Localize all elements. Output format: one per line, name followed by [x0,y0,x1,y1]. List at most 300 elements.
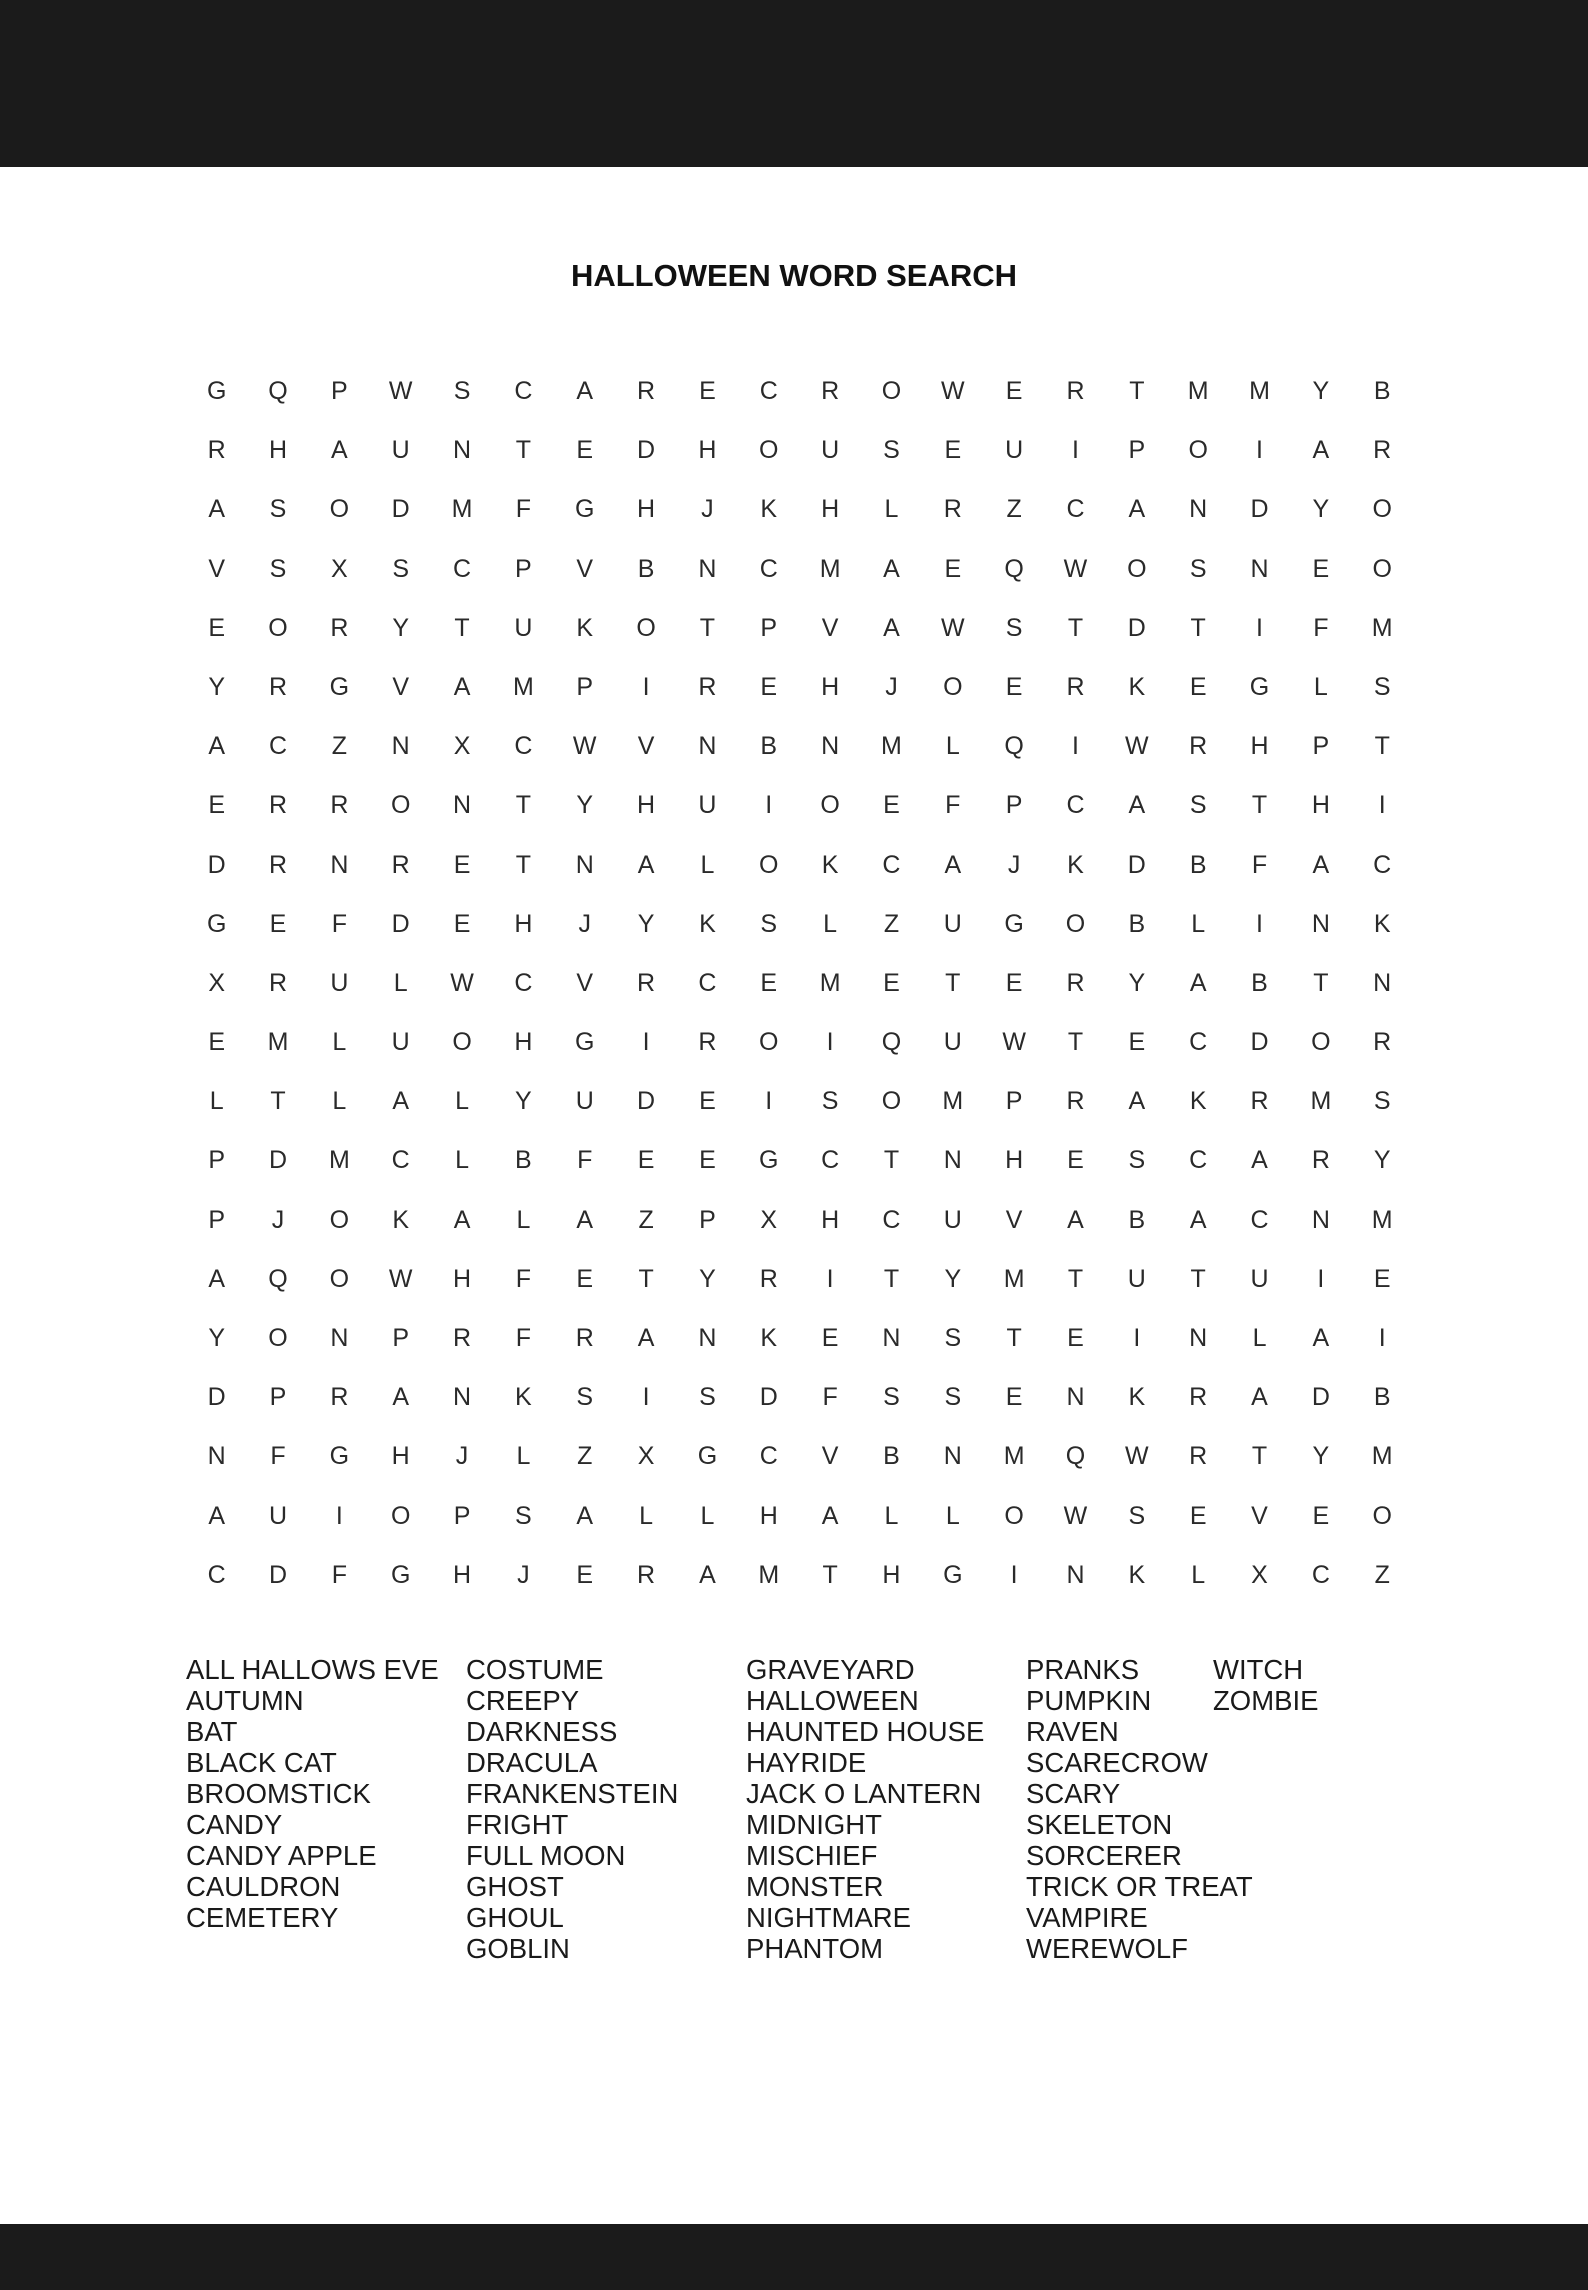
grid-letter: N [698,1324,717,1352]
grid-letter: O [759,850,779,879]
grid-letter: L [455,1146,469,1175]
grid-letter: J [517,1560,530,1589]
word-list-item: GHOUL [466,1902,564,1933]
grid-letter: R [1373,1028,1392,1057]
grid-letter: I [642,1028,650,1057]
word-list-item: GHOST [466,1871,564,1902]
grid-letter: K [699,909,716,938]
grid-letter: N [1373,968,1392,997]
grid-letter: R [1066,377,1085,405]
grid-letter: L [884,495,899,524]
grid-letter: I [1378,791,1386,820]
grid-letter: S [1128,1501,1146,1530]
grid-letter: F [515,1264,532,1293]
grid-letter: O [881,377,902,405]
word-list-item: BLACK CAT [186,1747,337,1778]
grid-letter: H [882,1560,901,1589]
grid-letter: V [576,968,594,997]
grid-letter: C [821,1146,840,1175]
grid-letter: M [819,968,841,997]
grid-letter: K [515,1383,532,1412]
grid-letter: T [1251,791,1268,820]
grid-letter: E [699,1146,716,1175]
grid-letter: E [1312,554,1330,583]
grid-letter: C [391,1146,410,1175]
grid-letter: A [208,1501,226,1530]
grid-letter: B [1373,1383,1391,1412]
grid-row [186,1131,1433,1190]
grid-letter: F [515,495,532,524]
word-list-item: FRIGHT [466,1809,569,1840]
grid-letter: G [575,1028,595,1057]
grid-letter: Y [1128,968,1146,997]
grid-letter: W [940,377,965,405]
grid-letter: P [576,672,594,701]
grid-letter: A [331,436,348,465]
grid-letter: J [885,672,898,701]
grid-letter: S [821,1087,839,1116]
grid-letter: T [515,850,532,879]
grid-letter: M [1310,1087,1332,1116]
grid-letter: B [515,1146,532,1175]
grid-letter: P [392,1324,410,1352]
grid-letter: S [699,1383,716,1412]
grid-letter: L [700,1501,715,1530]
grid-letter: C [1066,495,1085,524]
grid-letter: E [208,613,226,642]
grid-letter: H [1250,732,1269,761]
grid-row [186,1013,1433,1072]
grid-letter: O [268,1324,288,1352]
grid-letter: V [1005,1205,1023,1234]
grid-letter: A [1312,1324,1330,1352]
grid-letter: A [1128,1087,1146,1116]
grid-letter: H [698,436,717,465]
word-list-item: CREEPY [466,1685,580,1716]
grid-letter: G [1004,909,1024,938]
grid-letter: R [759,1264,778,1293]
grid-letter: F [515,1324,532,1352]
grid-letter: N [1066,1560,1085,1589]
word-list-item: CANDY APPLE [186,1840,377,1871]
grid-letter: R [1066,968,1085,997]
grid-letter: U [391,436,410,465]
grid-letter: A [944,850,962,879]
grid-letter: O [329,1264,350,1293]
grid-letter: E [1312,1501,1330,1530]
word-list-item: SCARY [1026,1778,1121,1809]
grid-letter: S [269,554,287,583]
grid-letter: C [759,1442,778,1471]
grid-letter: R [207,436,226,465]
grid-letter: A [883,613,900,642]
grid-letter: N [1189,495,1208,524]
grid-letter: A [1251,1146,1268,1175]
grid-letter: M [758,1560,780,1589]
grid-letter: T [515,436,532,465]
word-list-item: GRAVEYARD [746,1654,915,1685]
grid-letter: A [576,1205,594,1234]
grid-letter: L [639,1501,654,1530]
grid-letter: F [331,909,347,938]
grid-letter: O [1372,1501,1392,1530]
grid-letter: Z [331,732,347,761]
grid-letter: C [759,377,778,405]
grid-letter: I [1317,1264,1325,1293]
grid-letter: K [760,495,778,524]
grid-letter: Y [1312,495,1330,524]
word-list-item: GOBLIN [466,1933,570,1964]
grid-row [186,658,1433,717]
grid-letter: T [454,613,470,642]
grid-letter: W [1125,1442,1149,1471]
grid-letter: C [882,1205,901,1234]
grid-letter: K [1189,1087,1207,1116]
grid-letter: R [330,1383,349,1412]
grid-row [186,362,1433,421]
grid-letter: S [944,1383,962,1412]
grid-letter: L [1313,672,1328,701]
bottom-bar [0,2224,1588,2290]
grid-letter: E [883,791,900,820]
grid-letter: J [1007,850,1021,879]
grid-letter: S [515,1501,532,1530]
grid-letter: N [207,1442,226,1471]
grid-letter: C [1189,1028,1208,1057]
grid-letter: R [943,495,962,524]
grid-letter: P [760,613,778,642]
grid-letter: T [1067,1264,1084,1293]
grid-letter: I [1378,1324,1386,1352]
grid-letter: J [455,1442,469,1471]
grid-letter: L [393,968,408,997]
grid-letter: T [699,613,716,642]
grid-letter: C [453,554,472,583]
grid-letter: O [390,1501,411,1530]
grid-letter: R [1250,1087,1269,1116]
grid-letter: O [1372,554,1392,583]
grid-letter: N [821,732,840,761]
grid-row [186,895,1433,954]
grid-letter: U [821,436,840,465]
grid-letter: F [577,1146,593,1175]
grid-letter: A [637,1324,655,1352]
grid-letter: O [1127,554,1147,583]
grid-letter: K [392,1205,410,1234]
grid-letter: X [637,1442,655,1471]
grid-letter: P [269,1383,287,1412]
grid-letter: K [821,850,839,879]
grid-row [186,1191,1433,1250]
grid-letter: T [1190,613,1206,642]
grid-letter: Z [1006,495,1022,524]
grid-letter: N [1311,1205,1330,1234]
grid-letter: C [207,1560,226,1589]
grid-letter: W [450,968,474,997]
grid-letter: H [821,672,840,701]
word-list-item: RAVEN [1026,1716,1119,1747]
grid-row [186,540,1433,599]
grid-letter: N [943,1442,962,1471]
grid-letter: V [576,554,594,583]
grid-letter: Y [576,791,594,820]
grid-letter: W [572,732,597,761]
grid-letter: Y [515,1087,532,1116]
grid-letter: E [699,1087,716,1116]
word-list-item: NIGHTMARE [746,1902,911,1933]
grid-letter: J [271,1205,285,1234]
grid-letter: F [822,1383,838,1412]
grid-letter: E [1373,1264,1391,1293]
grid-letter: A [576,1501,594,1530]
grid-letter: E [760,672,778,701]
grid-letter: U [268,1501,288,1530]
grid-letter: N [698,732,717,761]
grid-letter: E [637,1146,655,1175]
grid-letter: R [330,613,349,642]
grid-letter: D [1311,1383,1330,1412]
grid-letter: L [1252,1324,1267,1352]
grid-letter: L [945,732,960,761]
grid-letter: M [328,1146,350,1175]
grid-letter: R [391,850,410,879]
grid-letter: D [759,1383,778,1412]
word-list-item: DRACULA [466,1747,598,1778]
grid-letter: L [700,850,715,879]
grid-letter: K [760,1324,778,1352]
grid-letter: G [759,1146,779,1175]
grid-letter: R [698,1028,717,1057]
grid-letter: C [514,732,533,761]
grid-row [186,776,1433,835]
grid-letter: O [329,495,350,524]
grid-letter: L [516,1442,531,1471]
grid-letter: T [1313,968,1329,997]
grid-letter: T [1006,1324,1022,1352]
grid-letter: Y [944,1264,962,1293]
grid-letter: P [1312,732,1330,761]
grid-letter: Q [1065,1442,1086,1471]
grid-letter: Y [1312,377,1330,405]
grid-letter: C [514,377,533,405]
grid-letter: M [267,1028,289,1057]
grid-letter: C [1311,1560,1330,1589]
grid-letter: U [943,909,962,938]
grid-letter: Q [268,377,288,405]
grid-letter: S [1128,1146,1146,1175]
word-list-item: CEMETERY [186,1902,339,1933]
grid-letter: Y [208,672,226,701]
grid-letter: R [268,850,288,879]
grid-letter: H [637,791,656,820]
grid-letter: E [1005,377,1023,405]
grid-letter: E [269,909,287,938]
grid-row [186,421,1433,480]
grid-letter: O [390,791,411,820]
word-list-item: BROOMSTICK [186,1778,371,1809]
grid-letter: D [207,850,226,879]
grid-letter: P [1005,1087,1023,1116]
grid-letter: R [330,791,349,820]
grid-letter: G [575,495,595,524]
grid-letter: E [1067,1324,1084,1352]
grid-letter: E [453,850,471,879]
grid-letter: P [515,554,532,583]
grid-letter: U [1250,1264,1269,1293]
grid-letter: W [388,377,413,405]
grid-letter: A [1312,850,1330,879]
grid-letter: U [943,1205,962,1234]
grid-letter: G [390,1560,411,1589]
grid-letter: U [391,1028,410,1057]
grid-letter: S [576,1383,594,1412]
grid-letter: T [1190,1264,1206,1293]
grid-letter: S [1005,613,1023,642]
grid-letter: W [1063,554,1088,583]
grid-row [186,1309,1433,1368]
grid-letter: R [268,672,288,701]
word-list-item: WITCH [1213,1654,1304,1685]
grid-letter: R [1311,1146,1330,1175]
grid-letter: D [1127,613,1146,642]
word-list-item: HALLOWEEN [746,1685,919,1716]
word-list-item: MIDNIGHT [746,1809,882,1840]
word-list-item: ALL HALLOWS EVE [186,1654,439,1685]
grid-letter: F [1313,613,1329,642]
grid-letter: C [1373,850,1392,879]
word-list-column-3 [746,1654,984,1964]
grid-letter: R [453,1324,472,1352]
grid-letter: T [822,1560,838,1589]
grid-letter: S [392,554,410,583]
grid-letter: S [1189,554,1207,583]
grid-letter: D [391,909,410,938]
grid-row [186,599,1433,658]
grid-letter: E [576,436,594,465]
grid-letter: D [268,1146,288,1175]
grid-letter: N [1250,554,1269,583]
grid-letter: N [453,1383,472,1412]
grid-letter: D [268,1560,288,1589]
grid-letter: R [1189,732,1208,761]
grid-row [186,954,1433,1013]
grid-letter: A [1251,1383,1268,1412]
grid-letter: C [514,968,533,997]
grid-letter: M [1371,1205,1393,1234]
word-list-item: DARKNESS [466,1716,618,1747]
grid-letter: N [330,1324,349,1352]
grid-letter: X [760,1205,778,1234]
grid-letter: K [576,613,594,642]
grid-letter: N [391,732,410,761]
grid-letter: L [1191,1560,1206,1589]
grid-letter: I [765,1087,773,1116]
grid-letter: G [329,1442,350,1471]
grid-row [186,717,1433,776]
grid-letter: E [453,909,471,938]
grid-letter: P [208,1146,226,1175]
grid-letter: B [1128,909,1146,938]
grid-letter: Y [1312,1442,1330,1471]
grid-letter: M [1371,1442,1393,1471]
grid-letter: I [335,1501,343,1530]
grid-letter: E [944,436,962,465]
grid-letter: E [1005,968,1023,997]
grid-letter: H [759,1501,778,1530]
grid-letter: X [208,968,226,997]
word-list-item: COSTUME [466,1654,604,1685]
grid-letter: Y [637,909,655,938]
grid-row [186,1487,1433,1546]
word-list-item: BAT [186,1716,238,1747]
grid-letter: J [701,495,714,524]
grid-letter: E [1128,1028,1146,1057]
grid-letter: O [268,613,288,642]
grid-letter: H [453,1560,472,1589]
grid-letter: C [268,732,288,761]
grid-letter: S [883,1383,900,1412]
grid-letter: H [1005,1146,1024,1175]
grid-letter: G [206,909,227,938]
grid-letter: C [882,850,901,879]
grid-letter: H [268,436,288,465]
grid-letter: L [823,909,838,938]
word-list-item: MISCHIEF [746,1840,878,1871]
grid-letter: W [1002,1028,1026,1057]
word-list-item: PUMPKIN [1026,1685,1152,1716]
grid-letter: R [1066,1087,1085,1116]
grid-letter: H [1311,791,1330,820]
grid-letter: D [1127,850,1146,879]
page-title: HALLOWEEN WORD SEARCH [570,258,1018,293]
grid-letter: D [207,1383,226,1412]
grid-letter: I [765,791,773,820]
word-list-item: MONSTER [746,1871,884,1902]
word-list-item: FRANKENSTEIN [466,1778,679,1809]
word-list-item: WEREWOLF [1026,1933,1188,1964]
grid-letter: E [760,968,778,997]
grid-letter: R [637,1560,656,1589]
grid-letter: S [760,909,778,938]
grid-letter: U [575,1087,594,1116]
grid-letter: K [1128,1383,1146,1412]
grid-letter: Z [638,1205,654,1234]
grid-letter: E [883,968,900,997]
grid-letter: C [1189,1146,1208,1175]
grid-letter: Q [1004,554,1024,583]
grid-letter: A [576,377,594,405]
grid-letter: R [1066,672,1085,701]
grid-letter: O [1311,1028,1331,1057]
grid-letter: D [1250,495,1269,524]
grid-letter: T [1067,613,1084,642]
grid-letter: A [453,1205,471,1234]
grid-letter: K [1128,1560,1146,1589]
grid-letter: I [1256,909,1263,938]
word-list-item: FULL MOON [466,1840,626,1871]
grid-letter: F [1251,850,1268,879]
grid-letter: B [1251,968,1268,997]
grid-letter: O [1188,436,1208,465]
grid-letter: E [944,554,962,583]
word-list-item: VAMPIRE [1026,1902,1148,1933]
grid-letter: F [945,791,961,820]
grid-letter: L [884,1501,899,1530]
word-list-item: HAYRIDE [746,1747,867,1778]
letter-grid [186,362,1433,1605]
grid-letter: V [821,613,839,642]
grid-letter: L [332,1087,347,1116]
